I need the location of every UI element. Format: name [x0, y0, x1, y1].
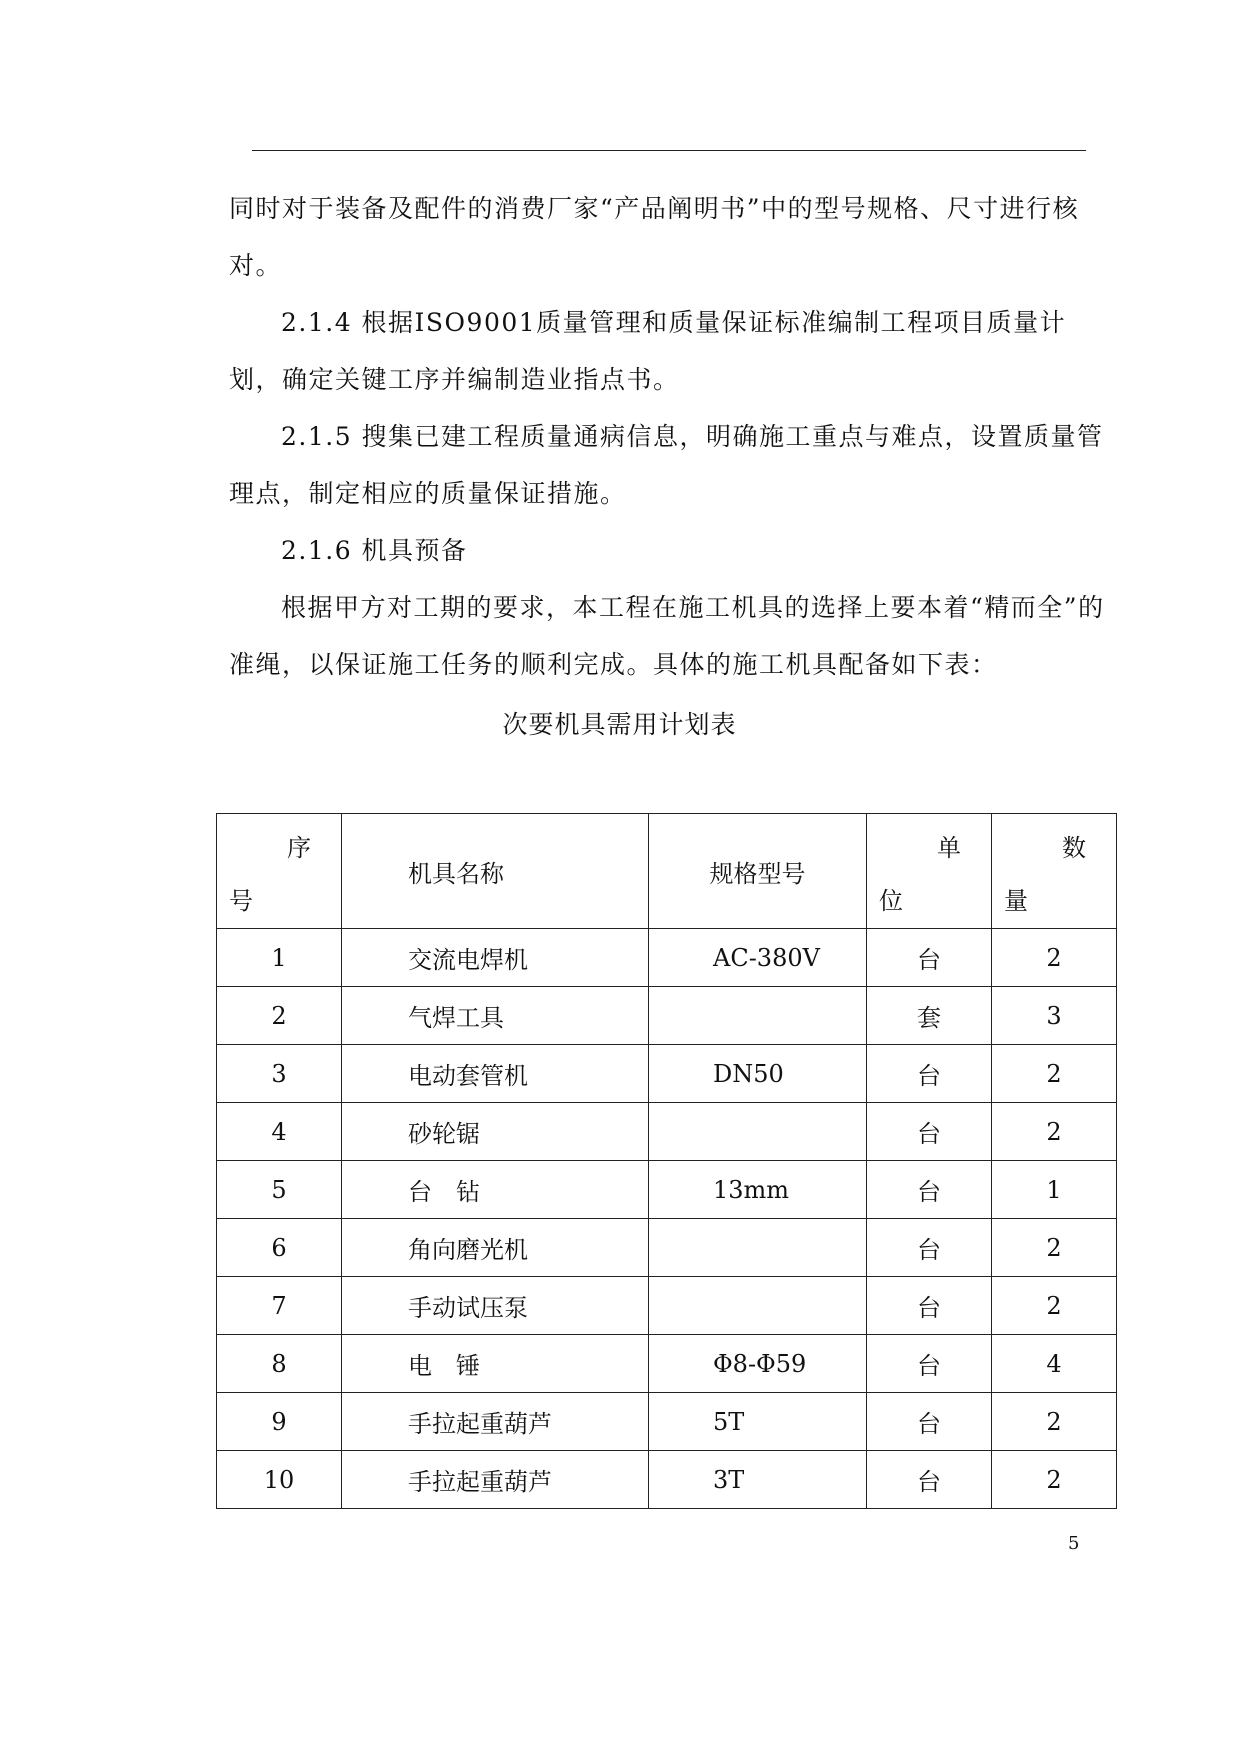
cell-no: 8	[217, 1335, 342, 1393]
cell-name: 交流电焊机	[342, 929, 649, 987]
paragraph-equipment-intro: 根据甲方对工期的要求，本工程在施工机具的选择上要本着“精而全”的准绳，以保证施工任务的顺利完成。具体的施工机具配备如下表：	[229, 593, 1105, 679]
cell-name: 电动套管机	[342, 1045, 649, 1103]
header-unit	[867, 814, 992, 929]
table-row	[217, 1451, 1117, 1509]
cell-qty: 2	[992, 1103, 1117, 1161]
paragraph-1: 同时对于装备及配件的消费厂家“产品阐明书”中的型号规格、尺寸进行核对。	[229, 194, 1080, 280]
cell-no: 2	[217, 987, 342, 1045]
paragraph-2-1-5: 2.1.5 搜集已建工程质量通病信息，明确施工重点与难点，设置质量管理点，制定相应的质量保证措施。	[229, 422, 1104, 508]
heading-2-1-6: 2.1.6 机具预备	[281, 536, 468, 565]
cell-name: 台 钻	[342, 1161, 649, 1219]
cell-qty: 2	[992, 1451, 1117, 1509]
cell-unit: 台	[867, 1219, 992, 1277]
cell-name: 砂轮锯	[342, 1103, 649, 1161]
header-no-bottom: 号	[229, 887, 253, 915]
cell-no: 9	[217, 1393, 342, 1451]
header-qty	[992, 814, 1117, 929]
cell-no: 7	[217, 1277, 342, 1335]
cell-no: 4	[217, 1103, 342, 1161]
cell-qty: 2	[992, 929, 1117, 987]
table-row	[217, 1103, 1117, 1161]
header-unit-top: 单	[937, 834, 961, 862]
cell-qty: 2	[992, 1393, 1117, 1451]
cell-qty: 2	[992, 1045, 1117, 1103]
cell-no: 3	[217, 1045, 342, 1103]
table-row	[217, 987, 1117, 1045]
page-number: 5	[1068, 1533, 1080, 1554]
header-no	[217, 814, 342, 929]
header-qty-bottom: 量	[1004, 887, 1028, 915]
cell-spec	[649, 1103, 867, 1161]
cell-spec	[649, 987, 867, 1045]
header-qty-top: 数	[1062, 834, 1086, 862]
cell-unit: 台	[867, 1393, 992, 1451]
table-row	[217, 1335, 1117, 1393]
table-header-row	[217, 814, 1117, 929]
table-row	[217, 1219, 1117, 1277]
cell-qty: 4	[992, 1335, 1117, 1393]
table-row	[217, 1277, 1117, 1335]
cell-no: 1	[217, 929, 342, 987]
paragraph-2-1-4: 2.1.4 根据ISO9001质量管理和质量保证标准编制工程项目质量计划，确定关键工序并编制造业指点书。	[229, 308, 1067, 394]
cell-no: 5	[217, 1161, 342, 1219]
header-rule	[252, 150, 1086, 151]
cell-qty: 2	[992, 1219, 1117, 1277]
cell-qty: 2	[992, 1277, 1117, 1335]
table-row	[217, 929, 1117, 987]
table-row	[217, 1045, 1117, 1103]
cell-unit: 台	[867, 1451, 992, 1509]
cell-qty: 1	[992, 1161, 1117, 1219]
cell-name: 手动试压泵	[342, 1277, 649, 1335]
cell-spec: AC-380V	[649, 929, 867, 987]
cell-spec	[649, 1277, 867, 1335]
cell-spec: DN50	[649, 1045, 867, 1103]
cell-name: 电 锤	[342, 1335, 649, 1393]
header-spec: 规格型号	[649, 814, 867, 929]
cell-name: 角向磨光机	[342, 1219, 649, 1277]
cell-spec: 13mm	[649, 1161, 867, 1219]
cell-unit: 台	[867, 929, 992, 987]
cell-spec: Φ8-Φ59	[649, 1335, 867, 1393]
cell-unit: 台	[867, 1103, 992, 1161]
cell-qty: 3	[992, 987, 1117, 1045]
cell-spec: 3T	[649, 1451, 867, 1509]
header-name: 机具名称	[342, 814, 649, 929]
table-caption: 次要机具需用计划表	[502, 710, 737, 739]
cell-spec: 5T	[649, 1393, 867, 1451]
cell-no: 10	[217, 1451, 342, 1509]
cell-unit: 台	[867, 1161, 992, 1219]
cell-no: 6	[217, 1219, 342, 1277]
cell-unit: 台	[867, 1277, 992, 1335]
cell-unit: 套	[867, 987, 992, 1045]
table-row	[217, 1393, 1117, 1451]
header-no-top: 序	[287, 834, 311, 862]
cell-name: 手拉起重葫芦	[342, 1451, 649, 1509]
cell-unit: 台	[867, 1045, 992, 1103]
header-unit-bottom: 位	[879, 887, 903, 915]
cell-spec	[649, 1219, 867, 1277]
cell-name: 气焊工具	[342, 987, 649, 1045]
table-row	[217, 1161, 1117, 1219]
cell-unit: 台	[867, 1335, 992, 1393]
equipment-table	[216, 813, 1117, 1509]
cell-name: 手拉起重葫芦	[342, 1393, 649, 1451]
